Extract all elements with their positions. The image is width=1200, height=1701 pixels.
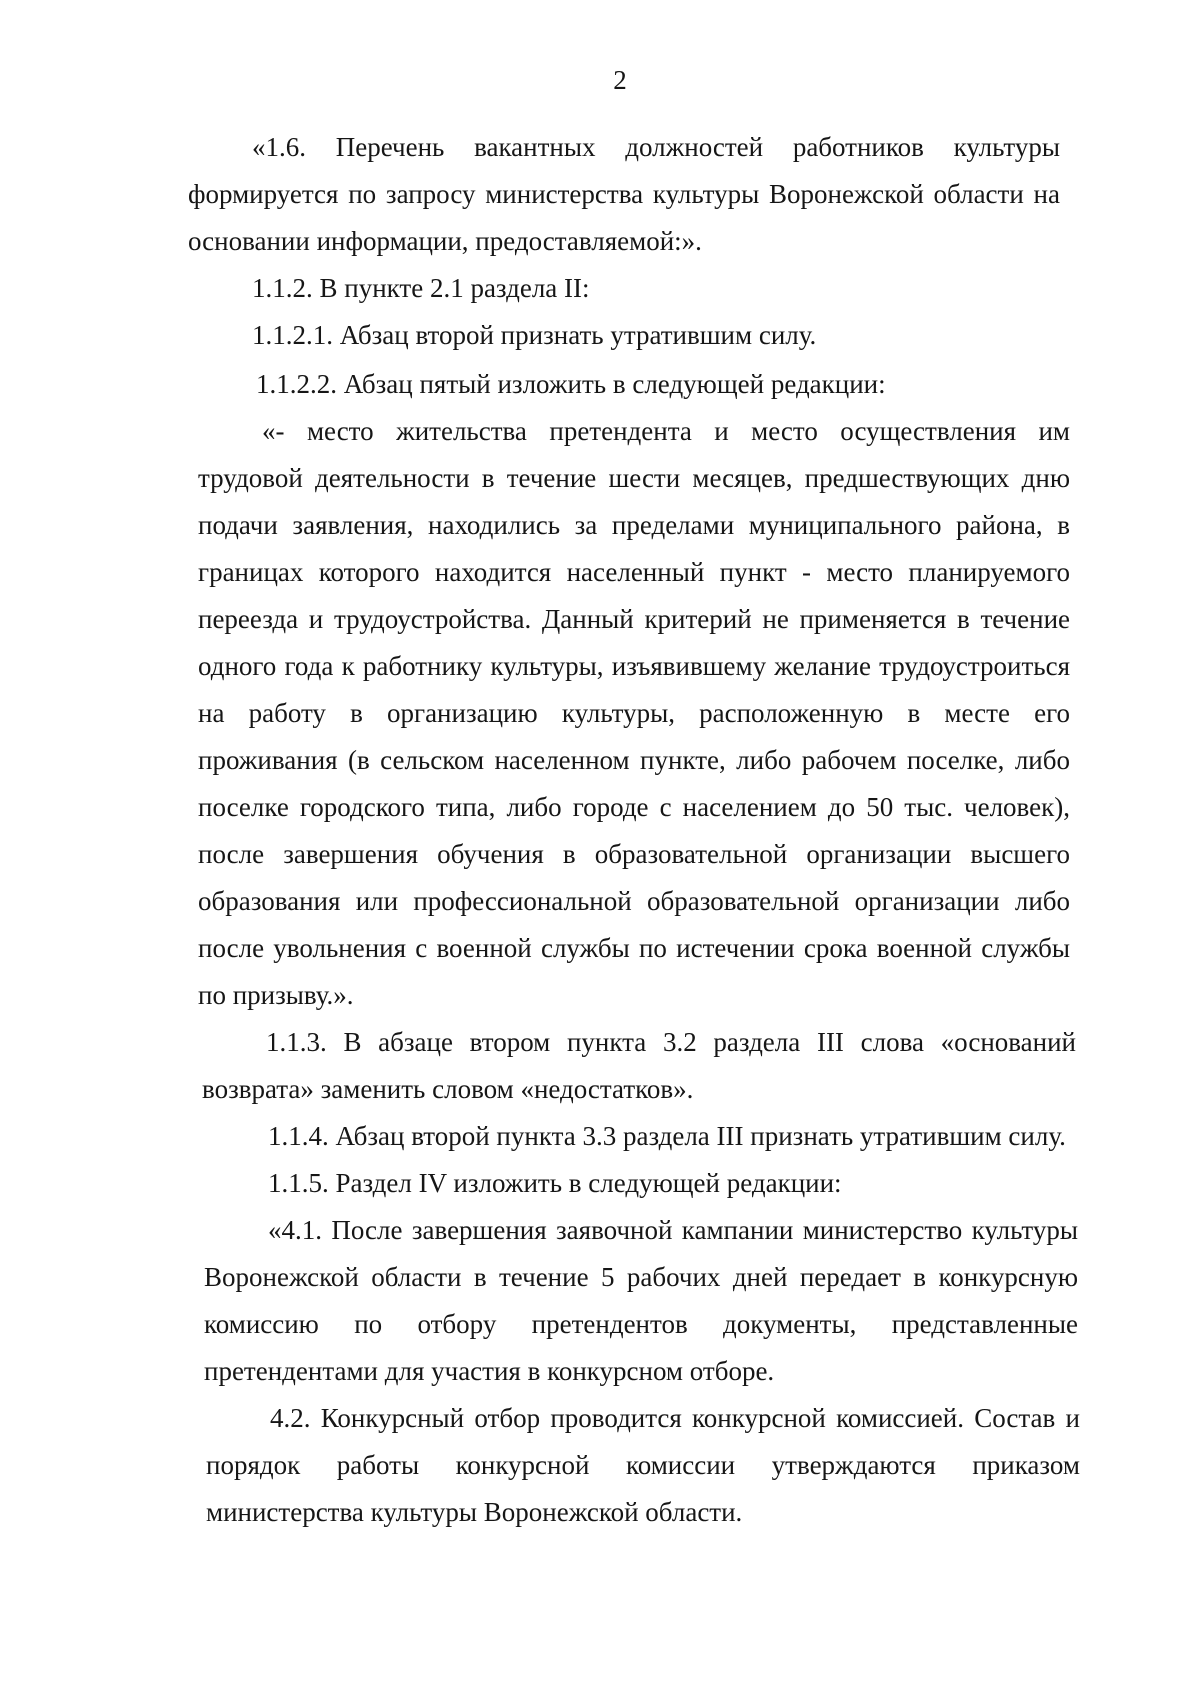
- paragraph-quoted-criterion: «- место жительства претендента и место осуществления им трудовой деятельности в течение шести месяцев, предшествующих дню подачи заявления, находились за пределами муниципального района, в границах которого находится населенный пункт - место планируемого переезда и трудоустройства. Данный критерий не применяется в течение одного года к работнику культуры, изъявившему желание трудоустроиться на работу в организацию культуры, расположенную в месте его проживания (в сельском населенном пункте, либо рабочем поселке, либо поселке городского типа, либо городе с населением до 50 тыс. человек), после завершения обучения в образовательной организации высшего образования или профессиональной образовательной организации либо после увольнения с военной службы по истечении срока военной службы по призыву.».: [198, 416, 1070, 1010]
- paragraph-4-1: «4.1. После завершения заявочной кампании министерство культуры Воронежской области в течение 5 рабочих дней передает в конкурсную комиссию по отбору претендентов документы, представленные претендентами для участия в конкурсном отборе.: [204, 1215, 1078, 1386]
- document-body: [0, 124, 1200, 1536]
- paragraph-1-6: «1.6. Перечень вакантных должностей работников культуры формируется по запросу министерства культуры Воронежской области на основании информации, предоставляемой:».: [188, 132, 1060, 256]
- paragraph-1-1-3: 1.1.3. В абзаце втором пункта 3.2 раздела III слова «оснований возврата» заменить словом «недостатков».: [202, 1027, 1076, 1104]
- page-number: 2: [613, 65, 627, 95]
- paragraph-4-2: 4.2. Конкурсный отбор проводится конкурсной комиссией. Состав и порядок работы конкурсной комиссии утверждаются приказом министерства культуры Воронежской области.: [206, 1403, 1080, 1527]
- paragraph-1-1-2-2: 1.1.2.2. Абзац пятый изложить в следующей редакции:: [256, 369, 886, 399]
- paragraph-1-1-4: 1.1.4. Абзац второй пункта 3.3 раздела III признать утратившим силу.: [268, 1121, 1066, 1151]
- paragraph-1-1-2-1: 1.1.2.1. Абзац второй признать утратившим силу.: [252, 320, 817, 350]
- paragraph-1-1-2: 1.1.2. В пункте 2.1 раздела II:: [252, 273, 590, 303]
- paragraph-1-1-5: 1.1.5. Раздел IV изложить в следующей редакции:: [268, 1168, 842, 1198]
